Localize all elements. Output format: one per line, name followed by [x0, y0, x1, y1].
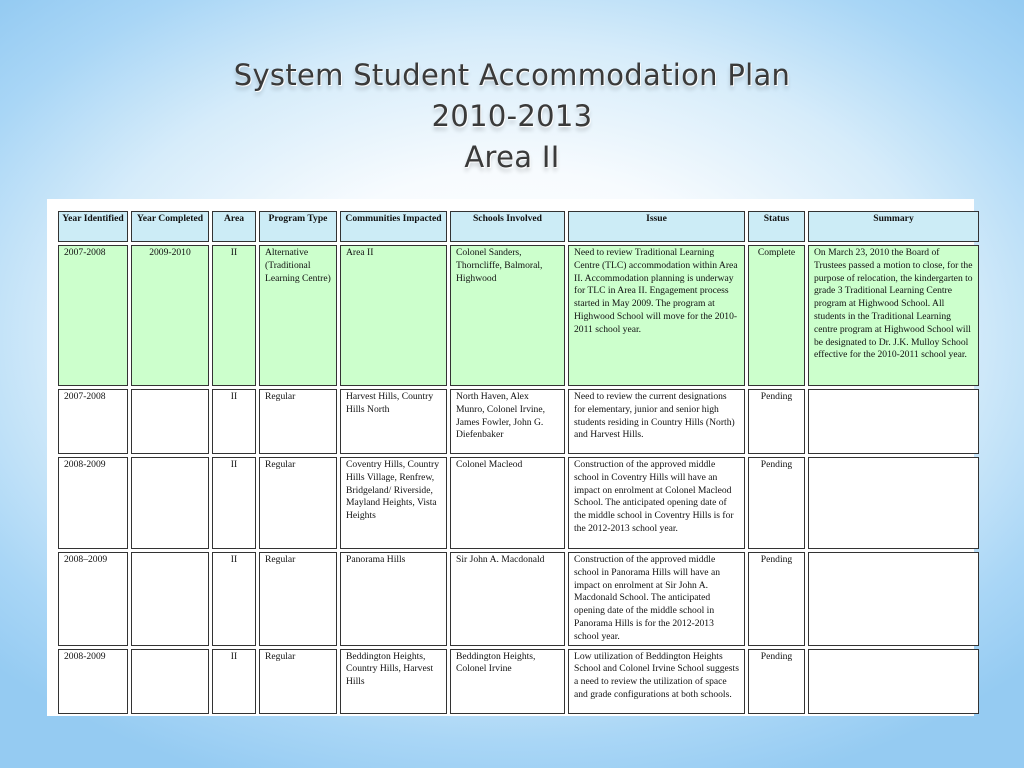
cell-communities: Beddington Heights, Country Hills, Harvest Hills — [340, 649, 447, 714]
cell-year-completed: 2009-2010 — [131, 245, 209, 386]
slide-title: System Student Accommodation Plan — [233, 58, 791, 92]
cell-area: II — [212, 389, 256, 454]
table-row — [58, 552, 979, 646]
cell-summary — [808, 552, 979, 646]
header-year-completed: Year Completed — [131, 211, 209, 242]
cell-schools: Beddington Heights, Colonel Irvine — [450, 649, 565, 714]
header-program-type: Program Type — [259, 211, 337, 242]
table-row — [58, 245, 979, 386]
cell-year-identified: 2007-2008 — [58, 245, 128, 386]
slide-subtitle-years: 2010-2013 — [431, 99, 593, 133]
cell-year-identified: 2008-2009 — [58, 649, 128, 714]
cell-program-type: Alternative (Traditional Learning Centre) — [259, 245, 337, 386]
cell-issue: Construction of the approved middle school in Coventry Hills will have an impact on enrolment at Colonel Macleod School. The anticipated opening date of the middle school in Coventry Hills is for the 2012-2013 school year. — [568, 457, 745, 549]
cell-issue: Need to review the current designations for elementary, junior and senior high students residing in Country Hills (North) and Harvest Hills. — [568, 389, 745, 454]
accommodation-table-panel — [47, 199, 974, 716]
cell-communities: Area II — [340, 245, 447, 386]
cell-program-type: Regular — [259, 457, 337, 549]
cell-program-type: Regular — [259, 649, 337, 714]
cell-schools: North Haven, Alex Munro, Colonel Irvine, James Fowler, John G. Diefenbaker — [450, 389, 565, 454]
cell-summary — [808, 389, 979, 454]
slide-subtitle-area: Area II — [464, 140, 560, 174]
cell-year-identified: 2007-2008 — [58, 389, 128, 454]
header-year-identified: Year Identified — [58, 211, 128, 242]
cell-communities: Harvest Hills, Country Hills North — [340, 389, 447, 454]
header-summary: Summary — [808, 211, 979, 242]
cell-year-identified: 2008-2009 — [58, 457, 128, 549]
cell-summary — [808, 457, 979, 549]
cell-status: Pending — [748, 457, 805, 549]
header-status: Status — [748, 211, 805, 242]
cell-communities: Panorama Hills — [340, 552, 447, 646]
table-row — [58, 389, 979, 454]
cell-area: II — [212, 457, 256, 549]
header-schools-involved: Schools Involved — [450, 211, 565, 242]
cell-summary — [808, 649, 979, 714]
cell-schools: Colonel Sanders, Thorncliffe, Balmoral, Highwood — [450, 245, 565, 386]
cell-year-completed — [131, 389, 209, 454]
cell-issue: Construction of the approved middle school in Panorama Hills will have an impact on enrolment at Sir John A. Macdonald School. The anticipated opening date of the middle school in Panorama Hills is for the 2012-2013 school year. — [568, 552, 745, 646]
cell-communities: Coventry Hills, Country Hills Village, Renfrew, Bridgeland/ Riverside, Mayland Heights, Vista Heights — [340, 457, 447, 549]
cell-year-completed — [131, 457, 209, 549]
cell-year-identified: 2008–2009 — [58, 552, 128, 646]
cell-issue: Low utilization of Beddington Heights School and Colonel Irvine School suggests a need to review the utilization of space and grade configurations at both schools. — [568, 649, 745, 714]
cell-program-type: Regular — [259, 389, 337, 454]
cell-status: Complete — [748, 245, 805, 386]
cell-program-type: Regular — [259, 552, 337, 646]
cell-schools: Colonel Macleod — [450, 457, 565, 549]
table-row — [58, 649, 979, 714]
cell-area: II — [212, 649, 256, 714]
cell-issue: Need to review Traditional Learning Centre (TLC) accommodation within Area II. Accommodation planning is underway for TLC in Area II. Engagement process started in May 2009. The program at Highwood School will move for the 2010-2011 school year. — [568, 245, 745, 386]
cell-area: II — [212, 245, 256, 386]
accommodation-plan-table — [55, 208, 982, 717]
cell-status: Pending — [748, 649, 805, 714]
header-area: Area — [212, 211, 256, 242]
slide-title-block — [0, 55, 1024, 178]
header-issue: Issue — [568, 211, 745, 242]
cell-status: Pending — [748, 552, 805, 646]
cell-status: Pending — [748, 389, 805, 454]
table-row — [58, 457, 979, 549]
cell-year-completed — [131, 649, 209, 714]
cell-schools: Sir John A. Macdonald — [450, 552, 565, 646]
cell-area: II — [212, 552, 256, 646]
cell-year-completed — [131, 552, 209, 646]
table-header-row — [58, 211, 979, 242]
cell-summary: On March 23, 2010 the Board of Trustees passed a motion to close, for the purpose of relocation, the kindergarten to grade 3 Traditional Learning Centre program at Highwood School. All students in the Traditional Learning centre program at Highwood School will be designated to Dr. J.K. Mulloy School effective for the 2010-2011 school year. — [808, 245, 979, 386]
header-communities-impacted: Communities Impacted — [340, 211, 447, 242]
